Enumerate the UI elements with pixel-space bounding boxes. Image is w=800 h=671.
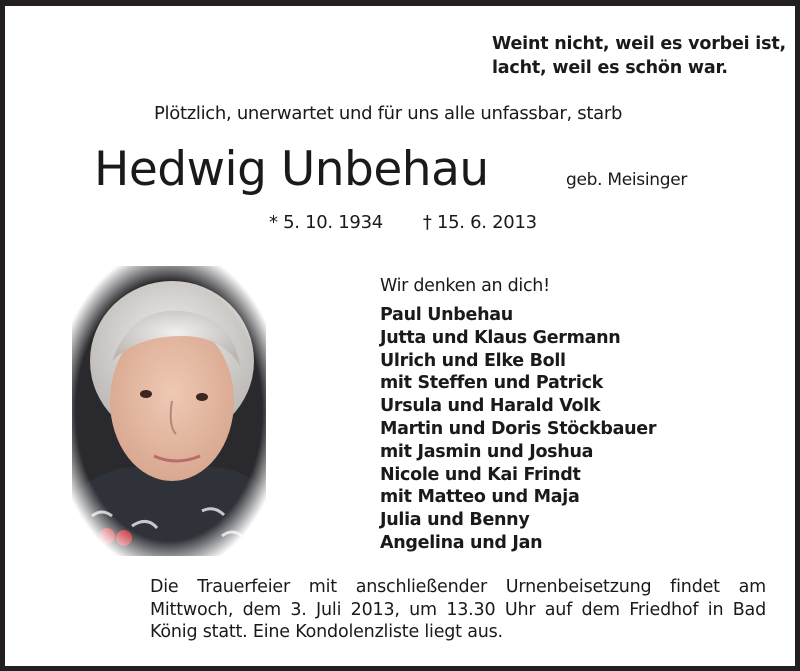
family-member: Martin und Doris Stöckbauer (380, 418, 657, 439)
motto-line: lacht, weil es schön war. (492, 58, 728, 78)
portrait-photo (72, 266, 266, 556)
motto-quote (492, 32, 786, 80)
family-member: Julia und Benny (380, 510, 530, 531)
death-date: † 15. 6. 2013 (422, 212, 537, 233)
family-member: mit Steffen und Patrick (380, 373, 603, 394)
family-member: Nicole und Kai Frindt (380, 464, 581, 485)
intro-text: Plötzlich, unerwartet und für uns alle unfassbar, starb (154, 103, 623, 124)
family-member: mit Matteo und Maja (380, 487, 580, 508)
family-list (380, 304, 656, 555)
funeral-notice: Die Trauerfeier mit anschließender Urnenbeisetzung findet am Mittwoch, dem 3. Juli 2013, um 13.30 Uhr auf dem Friedhof in Bad König statt. Eine Kondolenzliste liegt aus. (150, 577, 766, 642)
family-member: mit Jasmin und Joshua (380, 441, 594, 462)
motto-line: Weint nicht, weil es vorbei ist, (492, 34, 786, 54)
family-member: Ursula und Harald Volk (380, 396, 601, 417)
family-member: Paul Unbehau (380, 305, 513, 325)
family-member: Ulrich und Elke Boll (380, 350, 566, 371)
life-dates (269, 212, 537, 233)
maiden-name: geb. Meisinger (566, 170, 688, 190)
greeting-text: Wir denken an dich! (380, 276, 550, 296)
family-member: Angelina und Jan (380, 532, 543, 553)
birth-date: * 5. 10. 1934 (269, 212, 383, 233)
deceased-name: Hedwig Unbehau (94, 142, 489, 197)
family-member: Jutta und Klaus Germann (380, 327, 621, 348)
